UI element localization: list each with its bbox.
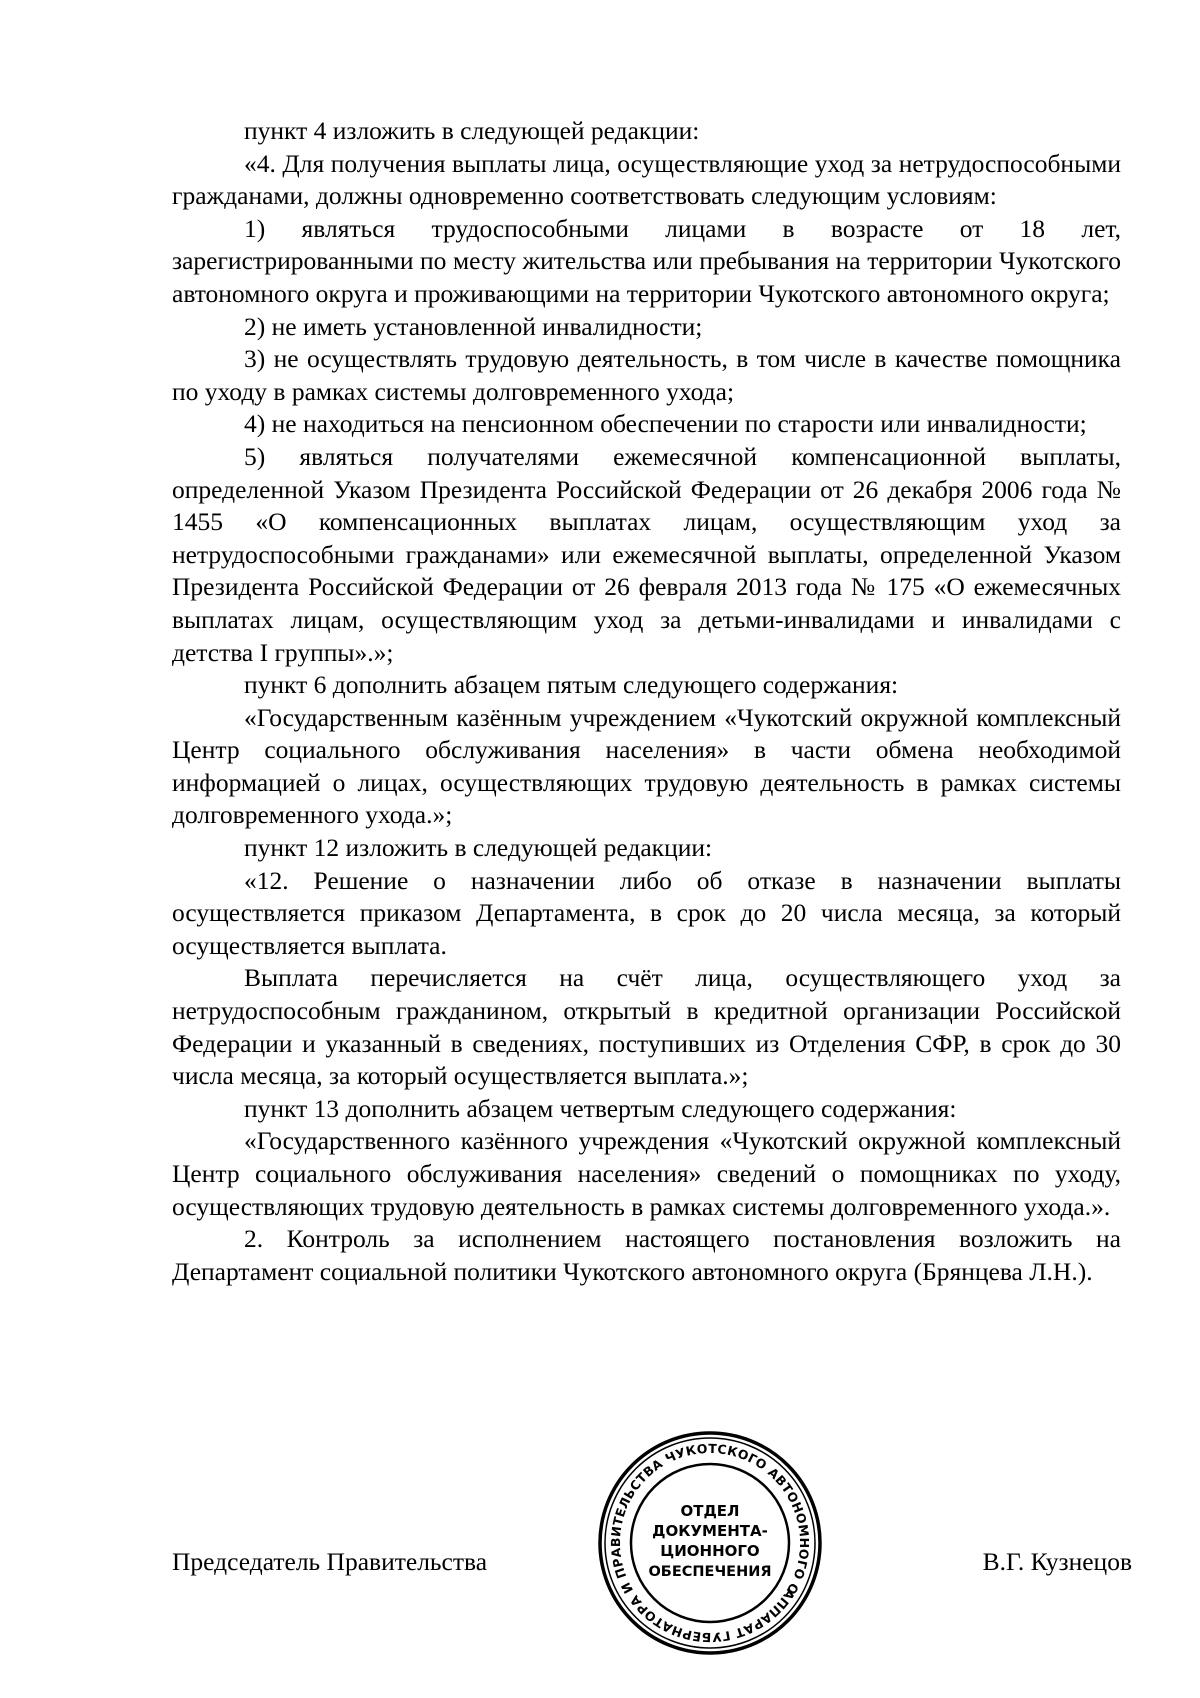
paragraph: Выплата перечисляется на счёт лица, осуществляющего уход за нетрудоспособным гражданином, открытый в кредитной организации Российской Федерации и указанный в сведениях, поступивших из Отделения СФР, в срок до 30 числа месяца, за который осуществляется выплата.»; (172, 963, 1121, 1091)
paragraph: 5) являться получателями ежемесячной компенсационной выплаты, определенной Указом Президента Российской Федерации от 26 декабря 2006 года № 1455 «О компенсационных выплатах лицам, осуществляющим уход за нетрудоспособными гражданами» или ежемесячной выплаты, определенной Указом Президента Российской Федерации от 26 февраля 2013 года № 175 «О ежемесячных выплатах лицам, осуществляющим уход за детьми-инвалидами и инвалидами с детства I группы».»; (172, 441, 1121, 667)
stamp-center-line: ЦИОННОГО (660, 1542, 760, 1560)
paragraph: «4. Для получения выплаты лица, осуществляющие уход за нетрудоспособными гражданами, должны одновременно соответствовать следующим условиям: (172, 148, 1121, 211)
paragraph: «Государственного казённого учреждения «Чукотский окружной комплексный Центр социального обслуживания населения» сведений о помощниках по уходу, осуществляющих трудовую деятельность в рамках системы долговременного ухода.». (172, 1126, 1121, 1221)
document-body (172, 115, 1121, 1288)
paragraph: «12. Решение о назначении либо об отказе в назначении выплаты осуществляется приказом Департамента, в срок до 20 числа месяца, за который осуществляется выплата. (172, 865, 1121, 960)
stamp-center-line: ОБЕСПЕЧЕНИЯ (648, 1564, 772, 1580)
paragraph: пункт 6 дополнить абзацем пятым следующего содержания: (244, 670, 899, 700)
paragraph: пункт 12 изложить в следующей редакции: (244, 833, 713, 863)
stamp-center-line: ОТДЕЛ (680, 1502, 740, 1520)
paragraph: пункт 13 дополнить абзацем четвертым следующего содержания: (244, 1093, 957, 1123)
stamp-center-line: ДОКУМЕНТА- (652, 1522, 768, 1540)
paragraph: 2) не иметь установленной инвалидности; (244, 311, 703, 341)
paragraph: 1) являться трудоспособными лицами в возрасте от 18 лет, зарегистрированными по месту жительства или пребывания на территории Чукотского автономного округа и проживающими на территории Чукотского автономного округа; (172, 213, 1121, 308)
stamp-ring-text: АППАРАТ ГУБЕРНАТОРА И ПРАВИТЕЛЬСТВА ЧУКОТСКОГО АВТОНОМНОГО ОКРУГА (607, 1440, 813, 1646)
signatory-name: В.Г. Кузнецов (982, 1547, 1132, 1576)
paragraph: 2. Контроль за исполнением настоящего постановления возложить на Департамент социальной политики Чукотского автономного округа (Брянцева Л.Н.). (172, 1224, 1121, 1286)
official-stamp (597, 1430, 823, 1656)
paragraph: 4) не находиться на пенсионном обеспечении по старости или инвалидности; (244, 409, 1087, 439)
paragraph: пункт 4 изложить в следующей редакции: (244, 116, 700, 145)
signatory-position: Председатель Правительства (172, 1547, 488, 1576)
paragraph: «Государственным казённым учреждением «Чукотский окружной комплексный Центр социального обслуживания населения» в части обмена необходимой информацией о лицах, осуществляющих трудовую деятельность в рамках системы долговременного ухода.»; (172, 702, 1121, 830)
paragraph: 3) не осуществлять трудовую деятельность, в том числе в качестве помощника по уходу в рамках системы долговременного ухода; (172, 344, 1121, 406)
